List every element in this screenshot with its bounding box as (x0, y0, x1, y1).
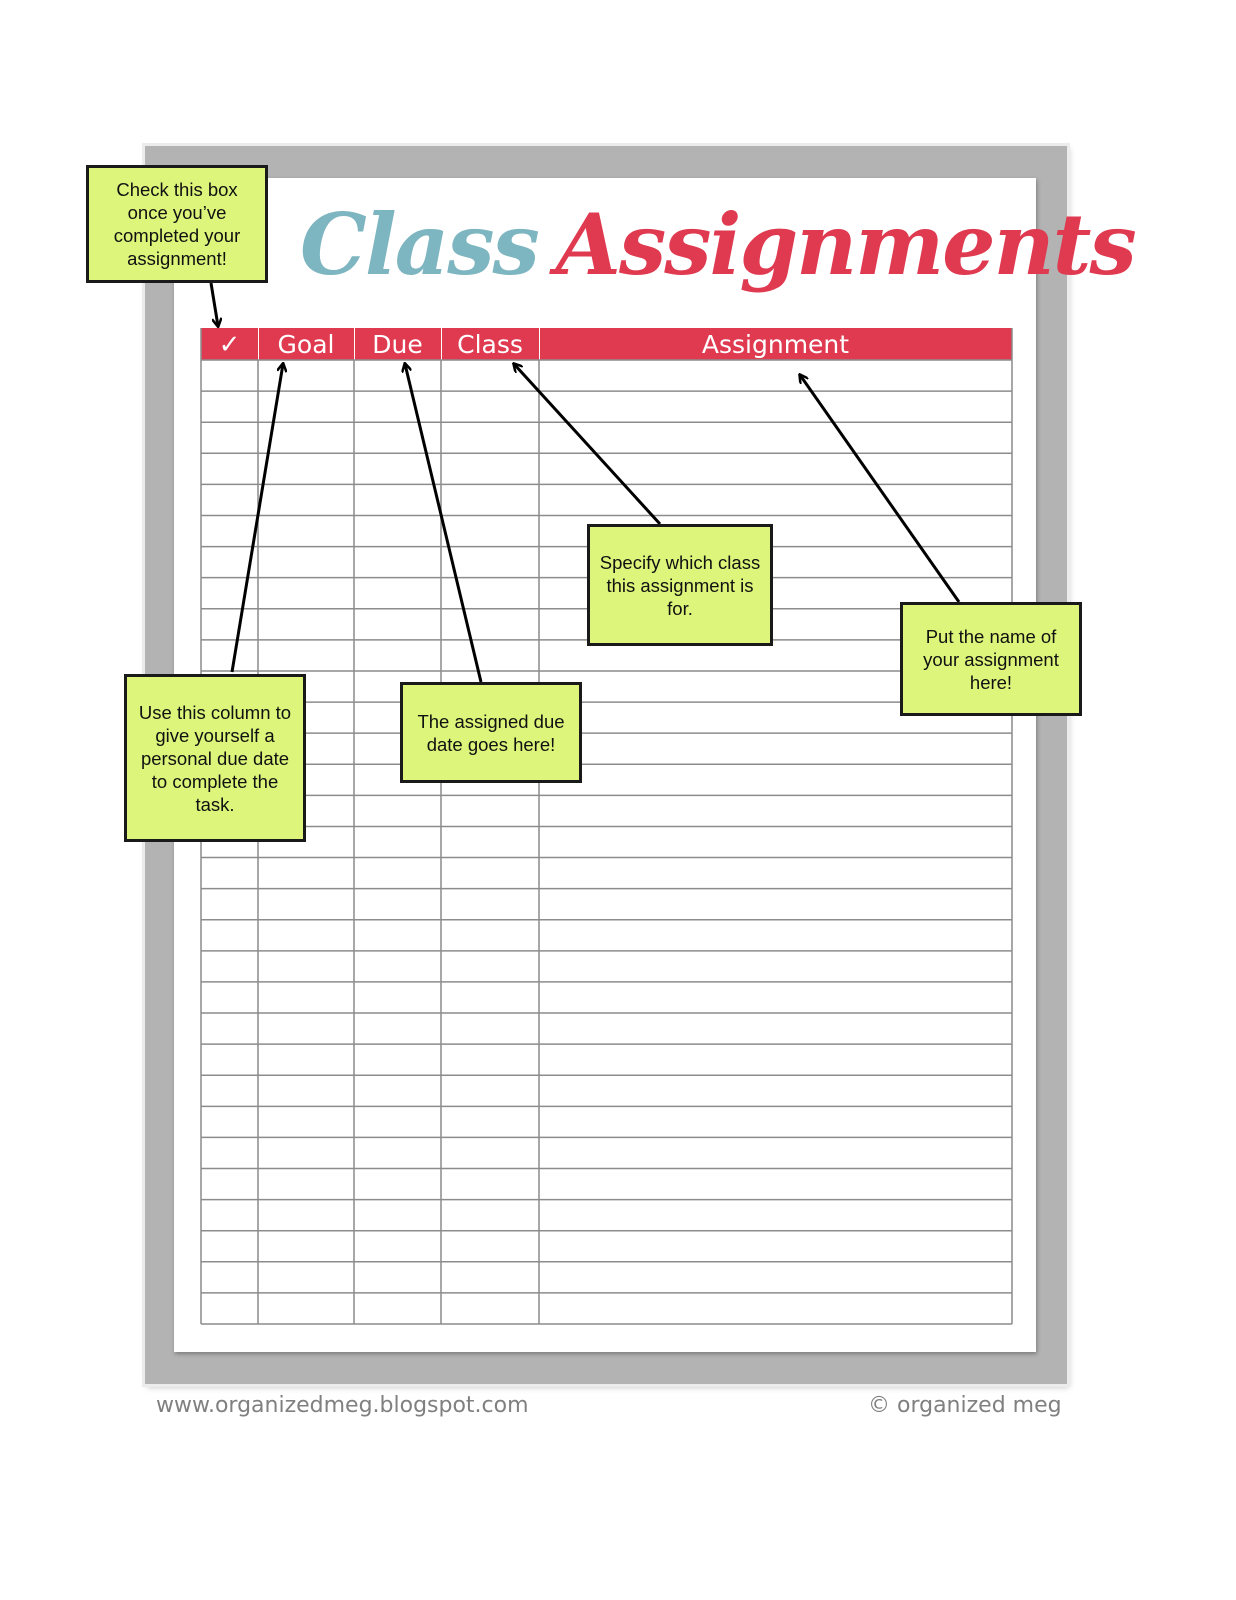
header-divider (441, 328, 442, 360)
footer-copyright: © organized meg (868, 1393, 1062, 1418)
callout-class: Specify which class this assignment is for. (587, 524, 773, 646)
table-header (201, 328, 1012, 360)
title-assignments: Assignments (555, 195, 1135, 294)
footer-website: www.organizedmeg.blogspot.com (156, 1393, 529, 1418)
callout-assignment: Put the name of your assignment here! (900, 602, 1082, 716)
header-divider (354, 328, 355, 360)
page-title (300, 180, 1135, 310)
title-class: Class (300, 195, 538, 294)
header-goal: Goal (277, 330, 335, 359)
header-due: Due (372, 330, 423, 359)
callout-due: The assigned due date goes here! (400, 682, 582, 783)
header-divider (539, 328, 540, 360)
callout-goal: Use this column to give yourself a personal due date to complete the task. (124, 674, 306, 842)
header-check: ✓ (218, 330, 241, 360)
header-divider (258, 328, 259, 360)
header-assignment: Assignment (701, 330, 850, 359)
header-class: Class (457, 330, 523, 359)
callout-checkbox: Check this box once you’ve completed your assignment! (86, 165, 268, 283)
